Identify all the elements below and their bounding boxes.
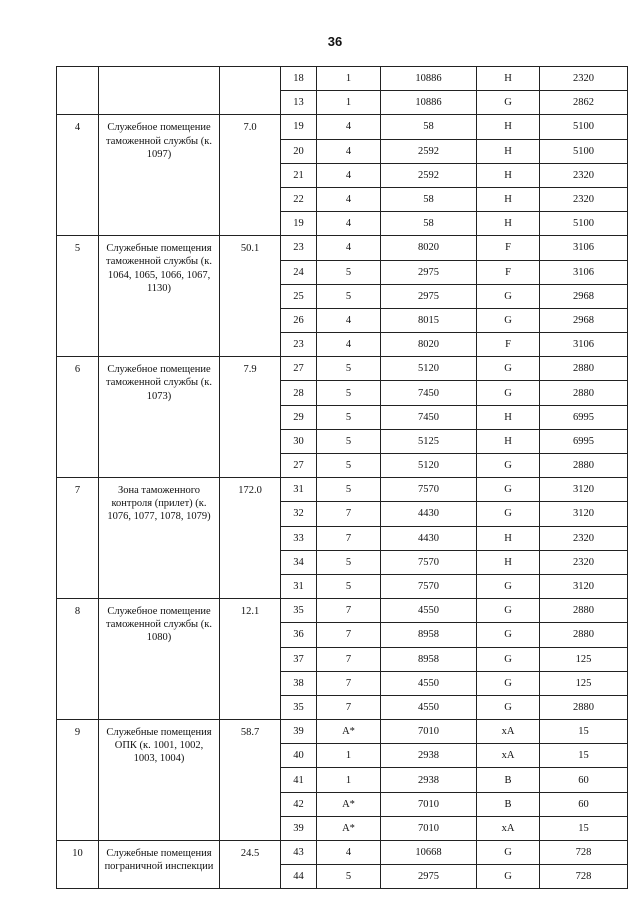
- row-id: 43: [281, 841, 317, 865]
- row-class: G: [477, 695, 540, 719]
- row-class: G: [477, 841, 540, 865]
- row-class: H: [477, 115, 540, 139]
- row-type: 7: [317, 599, 381, 623]
- row-class: H: [477, 429, 540, 453]
- row-class: xA: [477, 816, 540, 840]
- row-class: B: [477, 792, 540, 816]
- row-class: F: [477, 333, 540, 357]
- row-type: 7: [317, 526, 381, 550]
- row-id: 35: [281, 599, 317, 623]
- row-id: 18: [281, 67, 317, 91]
- row-length: 15: [540, 816, 628, 840]
- row-value: 58: [381, 212, 477, 236]
- row-class: H: [477, 212, 540, 236]
- row-value: 2938: [381, 768, 477, 792]
- room-name: Зона таможенного контроля (прилет) (к. 1076, 1077, 1078, 1079): [99, 478, 220, 599]
- row-id: 32: [281, 502, 317, 526]
- row-class: xA: [477, 744, 540, 768]
- row-value: 4550: [381, 695, 477, 719]
- group-number: 7: [57, 478, 99, 599]
- row-length: 2880: [540, 454, 628, 478]
- row-value: 8015: [381, 308, 477, 332]
- group-number: 4: [57, 115, 99, 236]
- row-length: 2320: [540, 550, 628, 574]
- row-class: G: [477, 623, 540, 647]
- row-type: 7: [317, 647, 381, 671]
- group-number: [57, 67, 99, 115]
- row-class: G: [477, 502, 540, 526]
- row-value: 10886: [381, 67, 477, 91]
- row-value: 4430: [381, 526, 477, 550]
- row-value: 2975: [381, 865, 477, 889]
- group-number: 8: [57, 599, 99, 720]
- row-class: G: [477, 599, 540, 623]
- row-length: 3106: [540, 260, 628, 284]
- group-number: 9: [57, 720, 99, 841]
- row-id: 31: [281, 478, 317, 502]
- row-id: 36: [281, 623, 317, 647]
- row-id: 41: [281, 768, 317, 792]
- row-value: 8020: [381, 236, 477, 260]
- row-class: H: [477, 405, 540, 429]
- row-id: 42: [281, 792, 317, 816]
- table-row: [57, 236, 628, 260]
- row-length: 3106: [540, 333, 628, 357]
- row-class: G: [477, 574, 540, 598]
- table-row: [57, 720, 628, 744]
- row-class: G: [477, 647, 540, 671]
- row-class: G: [477, 308, 540, 332]
- row-length: 2880: [540, 623, 628, 647]
- group-number: 10: [57, 841, 99, 889]
- row-id: 13: [281, 91, 317, 115]
- room-area: [220, 67, 281, 115]
- table-row: [57, 115, 628, 139]
- row-class: H: [477, 67, 540, 91]
- table-body: [57, 67, 628, 889]
- row-value: 5120: [381, 454, 477, 478]
- row-length: 2320: [540, 526, 628, 550]
- room-area: 50.1: [220, 236, 281, 357]
- row-id: 19: [281, 115, 317, 139]
- row-length: 2320: [540, 163, 628, 187]
- row-class: F: [477, 236, 540, 260]
- row-id: 24: [281, 260, 317, 284]
- row-class: G: [477, 671, 540, 695]
- table-row: [57, 357, 628, 381]
- row-id: 27: [281, 357, 317, 381]
- row-id: 25: [281, 284, 317, 308]
- row-id: 26: [281, 308, 317, 332]
- row-id: 29: [281, 405, 317, 429]
- row-type: 1: [317, 768, 381, 792]
- row-id: 27: [281, 454, 317, 478]
- row-class: H: [477, 187, 540, 211]
- row-type: 5: [317, 429, 381, 453]
- row-class: H: [477, 139, 540, 163]
- row-type: A*: [317, 816, 381, 840]
- row-length: 2880: [540, 381, 628, 405]
- row-value: 7010: [381, 720, 477, 744]
- row-type: 4: [317, 187, 381, 211]
- row-type: A*: [317, 720, 381, 744]
- row-value: 10886: [381, 91, 477, 115]
- row-class: G: [477, 357, 540, 381]
- row-length: 2320: [540, 187, 628, 211]
- row-length: 3120: [540, 478, 628, 502]
- room-name: Служебное помещение таможенной службы (к. 1097): [99, 115, 220, 236]
- row-value: 58: [381, 187, 477, 211]
- row-value: 8020: [381, 333, 477, 357]
- row-class: G: [477, 284, 540, 308]
- row-value: 5120: [381, 357, 477, 381]
- row-length: 5100: [540, 139, 628, 163]
- row-type: 5: [317, 357, 381, 381]
- page-number: 36: [327, 34, 343, 49]
- row-length: 2968: [540, 308, 628, 332]
- row-value: 7450: [381, 381, 477, 405]
- room-name: Служебные помещения таможенной службы (к. 1064, 1065, 1066, 1067, 1130): [99, 236, 220, 357]
- table-row: [57, 478, 628, 502]
- row-length: 3106: [540, 236, 628, 260]
- row-type: 5: [317, 284, 381, 308]
- row-id: 23: [281, 236, 317, 260]
- row-type: 4: [317, 115, 381, 139]
- row-type: 4: [317, 333, 381, 357]
- room-name: Служебные помещения ОПК (к. 1001, 1002, 1003, 1004): [99, 720, 220, 841]
- room-name: Служебное помещение таможенной службы (к. 1073): [99, 357, 220, 478]
- row-value: 4430: [381, 502, 477, 526]
- row-length: 728: [540, 841, 628, 865]
- row-type: 5: [317, 550, 381, 574]
- row-value: 7570: [381, 550, 477, 574]
- row-id: 39: [281, 720, 317, 744]
- row-id: 34: [281, 550, 317, 574]
- row-value: 7010: [381, 792, 477, 816]
- row-length: 15: [540, 720, 628, 744]
- row-id: 28: [281, 381, 317, 405]
- row-length: 728: [540, 865, 628, 889]
- row-length: 5100: [540, 115, 628, 139]
- row-type: 5: [317, 405, 381, 429]
- row-value: 8958: [381, 647, 477, 671]
- row-id: 30: [281, 429, 317, 453]
- row-value: 4550: [381, 671, 477, 695]
- row-class: F: [477, 260, 540, 284]
- room-name: Служебное помещение таможенной службы (к. 1080): [99, 599, 220, 720]
- row-value: 7450: [381, 405, 477, 429]
- row-id: 33: [281, 526, 317, 550]
- row-class: H: [477, 550, 540, 574]
- row-value: 8958: [381, 623, 477, 647]
- table-row: [57, 599, 628, 623]
- row-length: 2880: [540, 695, 628, 719]
- row-length: 2880: [540, 357, 628, 381]
- row-value: 10668: [381, 841, 477, 865]
- row-type: 4: [317, 308, 381, 332]
- row-class: G: [477, 91, 540, 115]
- row-value: 2975: [381, 284, 477, 308]
- row-value: 7570: [381, 574, 477, 598]
- row-type: 5: [317, 454, 381, 478]
- group-number: 6: [57, 357, 99, 478]
- row-class: G: [477, 381, 540, 405]
- row-id: 37: [281, 647, 317, 671]
- row-type: 4: [317, 163, 381, 187]
- row-type: 1: [317, 91, 381, 115]
- row-class: G: [477, 865, 540, 889]
- row-length: 3120: [540, 574, 628, 598]
- table-row: [57, 67, 628, 91]
- row-class: H: [477, 163, 540, 187]
- row-type: 4: [317, 139, 381, 163]
- row-length: 2880: [540, 599, 628, 623]
- row-type: 5: [317, 381, 381, 405]
- row-value: 7570: [381, 478, 477, 502]
- data-table: [56, 66, 628, 889]
- row-class: G: [477, 454, 540, 478]
- row-value: 4550: [381, 599, 477, 623]
- row-length: 2968: [540, 284, 628, 308]
- row-type: A*: [317, 792, 381, 816]
- row-length: 6995: [540, 429, 628, 453]
- row-length: 60: [540, 792, 628, 816]
- row-type: 7: [317, 502, 381, 526]
- row-type: 7: [317, 695, 381, 719]
- row-id: 31: [281, 574, 317, 598]
- row-length: 5100: [540, 212, 628, 236]
- room-area: 172.0: [220, 478, 281, 599]
- room-area: 58.7: [220, 720, 281, 841]
- row-length: 3120: [540, 502, 628, 526]
- row-class: B: [477, 768, 540, 792]
- table-row: [57, 841, 628, 865]
- row-type: 4: [317, 841, 381, 865]
- row-type: 5: [317, 574, 381, 598]
- room-area: 24.5: [220, 841, 281, 889]
- row-type: 7: [317, 671, 381, 695]
- row-type: 5: [317, 865, 381, 889]
- row-id: 22: [281, 187, 317, 211]
- row-length: 125: [540, 647, 628, 671]
- row-class: xA: [477, 720, 540, 744]
- row-length: 2862: [540, 91, 628, 115]
- row-id: 19: [281, 212, 317, 236]
- row-type: 1: [317, 744, 381, 768]
- row-value: 2592: [381, 163, 477, 187]
- room-area: 12.1: [220, 599, 281, 720]
- row-class: H: [477, 526, 540, 550]
- row-length: 60: [540, 768, 628, 792]
- row-type: 4: [317, 212, 381, 236]
- row-value: 58: [381, 115, 477, 139]
- row-id: 23: [281, 333, 317, 357]
- row-id: 20: [281, 139, 317, 163]
- room-name: [99, 67, 220, 115]
- row-id: 39: [281, 816, 317, 840]
- row-id: 44: [281, 865, 317, 889]
- room-area: 7.9: [220, 357, 281, 478]
- row-value: 2592: [381, 139, 477, 163]
- row-length: 125: [540, 671, 628, 695]
- room-name: Служебные помещения пограничной инспекции: [99, 841, 220, 889]
- row-type: 5: [317, 478, 381, 502]
- row-type: 5: [317, 260, 381, 284]
- row-value: 2938: [381, 744, 477, 768]
- row-value: 7010: [381, 816, 477, 840]
- row-id: 21: [281, 163, 317, 187]
- row-id: 40: [281, 744, 317, 768]
- group-number: 5: [57, 236, 99, 357]
- row-id: 38: [281, 671, 317, 695]
- row-length: 15: [540, 744, 628, 768]
- row-value: 5125: [381, 429, 477, 453]
- row-class: G: [477, 478, 540, 502]
- row-id: 35: [281, 695, 317, 719]
- row-value: 2975: [381, 260, 477, 284]
- row-type: 1: [317, 67, 381, 91]
- row-length: 6995: [540, 405, 628, 429]
- row-length: 2320: [540, 67, 628, 91]
- row-type: 7: [317, 623, 381, 647]
- room-area: 7.0: [220, 115, 281, 236]
- row-type: 4: [317, 236, 381, 260]
